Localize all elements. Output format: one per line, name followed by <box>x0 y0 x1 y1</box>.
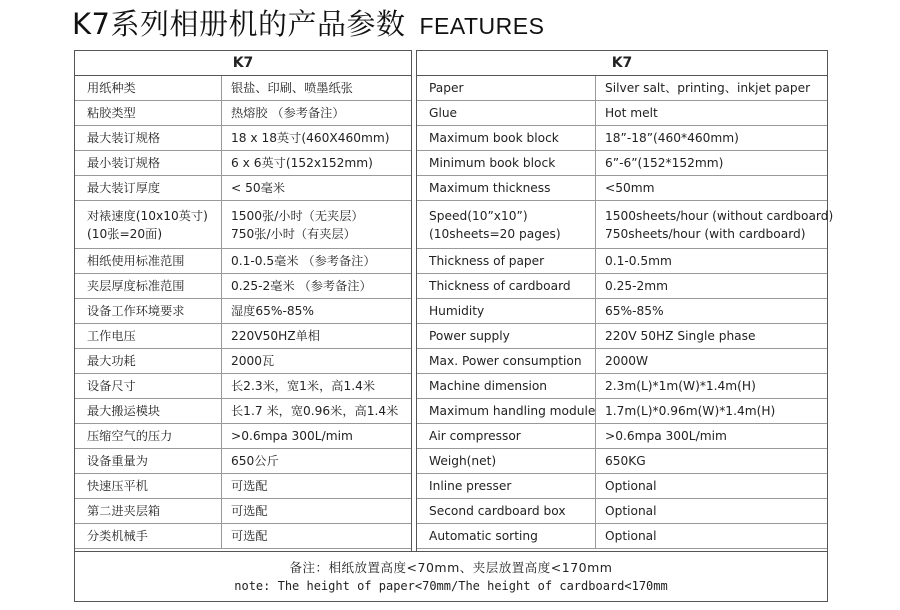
row-label-line: Power supply <box>429 329 510 343</box>
row-value <box>605 201 833 248</box>
row-label-line: Inline presser <box>429 479 512 493</box>
row-value <box>231 374 375 398</box>
table-row <box>75 201 411 249</box>
row-label <box>429 374 547 398</box>
row-value-line: 2000瓦 <box>231 354 275 368</box>
row-label <box>87 76 136 100</box>
column-divider <box>595 324 596 348</box>
table-row <box>75 126 411 151</box>
row-value <box>231 176 285 200</box>
row-value-line: Silver salt、printing、inkjet paper <box>605 81 811 95</box>
row-label <box>87 249 185 273</box>
column-divider <box>221 249 222 273</box>
row-value-line: < 50毫米 <box>231 181 285 195</box>
row-value-line: >0.6mpa 300L/mim <box>231 429 353 443</box>
row-value-line: 750张/小时（有夹层） <box>231 226 356 241</box>
column-divider <box>595 274 596 298</box>
row-value <box>605 499 657 523</box>
row-label <box>429 76 464 100</box>
row-value <box>231 126 389 150</box>
row-label <box>429 151 555 175</box>
column-divider <box>595 524 596 548</box>
column-divider <box>595 76 596 100</box>
table-row <box>417 374 827 399</box>
row-label <box>429 101 457 125</box>
row-value-line: 220V50HZ单相 <box>231 329 320 343</box>
column-divider <box>595 249 596 273</box>
row-value-line: 银盐、印刷、喷墨纸张 <box>231 81 353 95</box>
column-divider <box>595 151 596 175</box>
column-divider <box>595 424 596 448</box>
row-value <box>231 299 314 323</box>
column-divider <box>595 499 596 523</box>
row-label <box>429 324 510 348</box>
table-row <box>75 399 411 424</box>
table-row <box>75 499 411 524</box>
row-label-line: 最大装订厚度 <box>87 181 161 195</box>
row-label <box>429 274 571 298</box>
row-value-line: Optional <box>605 479 657 493</box>
row-label <box>429 474 511 498</box>
column-divider <box>595 474 596 498</box>
table-row <box>75 424 411 449</box>
row-label-line: 最大搬运模块 <box>87 404 161 418</box>
table-body <box>75 76 411 549</box>
row-value-line: 热熔胶 （参考备注） <box>231 106 345 120</box>
row-value <box>231 101 345 125</box>
row-value <box>231 249 376 273</box>
row-label <box>87 524 148 548</box>
row-value-line: 长2.3米，宽1米，高1.4米 <box>231 379 376 393</box>
table-row <box>75 101 411 126</box>
table-header: K7 <box>75 51 411 76</box>
row-value <box>605 151 723 175</box>
row-label-line: 对裱速度(10x10英寸) <box>87 208 208 223</box>
table-row <box>417 176 827 201</box>
row-label <box>429 126 559 150</box>
row-label <box>87 299 185 323</box>
row-value <box>605 349 648 373</box>
table-row <box>417 324 827 349</box>
column-divider <box>221 201 222 248</box>
row-value <box>605 274 668 298</box>
footnote <box>74 551 828 602</box>
row-label-line: (10sheets=20 pages) <box>429 226 561 241</box>
table-header: K7 <box>417 51 827 76</box>
row-value <box>231 524 268 548</box>
row-value <box>231 274 372 298</box>
row-value <box>231 449 279 473</box>
row-value-line: 0.25-2mm <box>605 279 669 293</box>
row-label-line: 第二进夹层箱 <box>87 504 161 518</box>
row-value-line: 6”-6”(152*152mm) <box>605 156 724 170</box>
row-label-line: 压缩空气的压力 <box>87 429 173 443</box>
row-value-line: 0.1-0.5mm <box>605 254 672 268</box>
row-value <box>605 524 657 548</box>
row-label <box>87 349 136 373</box>
row-value <box>605 399 775 423</box>
row-label <box>429 176 551 200</box>
row-value-line: Optional <box>605 529 657 543</box>
column-divider <box>595 176 596 200</box>
row-label-line: 用纸种类 <box>87 81 136 95</box>
row-value-line: 0.1-0.5毫米 （参考备注） <box>231 254 376 268</box>
table-row <box>75 151 411 176</box>
row-value <box>605 324 756 348</box>
row-label <box>429 499 566 523</box>
row-label-line: Machine dimension <box>429 379 548 393</box>
title-english: FEATURES <box>419 13 545 39</box>
row-value <box>605 299 664 323</box>
table-row <box>417 524 827 549</box>
row-label-line: Speed(10”x10”) <box>429 208 528 223</box>
column-divider <box>221 126 222 150</box>
row-value-line: 650KG <box>605 454 646 468</box>
row-label-line: Maximum handling module <box>429 404 596 418</box>
row-value <box>231 349 274 373</box>
row-value <box>231 399 398 423</box>
row-label-line: 夹层厚度标准范围 <box>87 279 185 293</box>
row-label <box>429 424 521 448</box>
row-value-line: 65%-85% <box>605 304 664 318</box>
column-divider <box>595 299 596 323</box>
table-row <box>417 201 834 249</box>
table-row <box>417 101 827 126</box>
row-label-line: 粘胶类型 <box>87 106 136 120</box>
row-value-line: 750sheets/hour (with cardboard) <box>605 226 806 241</box>
row-value <box>231 76 353 100</box>
row-value <box>605 374 756 398</box>
row-label-line: 最小装订规格 <box>87 156 161 170</box>
footnote-chinese: 备注：相纸放置高度<70mm、夹层放置高度<170mm <box>289 560 613 575</box>
row-label <box>87 101 136 125</box>
row-label <box>87 424 172 448</box>
table-row <box>75 374 411 399</box>
table-row <box>75 299 411 324</box>
spec-table-chinese <box>74 50 412 602</box>
row-label-line: (10张=20面) <box>87 226 163 241</box>
column-divider <box>595 201 596 248</box>
row-value-line: Optional <box>605 504 657 518</box>
row-label-line: Thickness of paper <box>429 254 545 268</box>
table-row <box>75 274 411 299</box>
column-divider <box>221 524 222 548</box>
row-value-line: 1.7m(L)*0.96m(W)*1.4m(H) <box>605 404 776 418</box>
row-label <box>429 524 538 548</box>
row-label-line: Air compressor <box>429 429 521 443</box>
column-divider <box>595 349 596 373</box>
table-row <box>75 524 411 549</box>
table-row <box>417 474 827 499</box>
table-row <box>75 249 411 274</box>
row-value-line: Hot melt <box>605 106 658 120</box>
page-title <box>72 4 544 44</box>
row-label <box>87 449 148 473</box>
row-value-line: 2.3m(L)*1m(W)*1.4m(H) <box>605 379 756 393</box>
row-label-line: Glue <box>429 106 458 120</box>
row-label-line: 快速压平机 <box>87 479 148 493</box>
column-divider <box>595 126 596 150</box>
column-divider <box>221 101 222 125</box>
column-divider <box>221 399 222 423</box>
row-label-line: 设备尺寸 <box>87 379 136 393</box>
row-label-line: Minimum book block <box>429 156 556 170</box>
table-row <box>75 176 411 201</box>
row-value <box>605 424 727 448</box>
row-label-line: Automatic sorting <box>429 529 538 543</box>
row-value-line: 650公斤 <box>231 454 279 468</box>
row-label-line: Second cardboard box <box>429 504 566 518</box>
table-row <box>417 424 827 449</box>
row-label-line: 设备重量为 <box>87 454 148 468</box>
row-value-line: 可选配 <box>231 479 268 493</box>
row-label <box>429 449 496 473</box>
row-label <box>87 126 160 150</box>
row-label-line: Paper <box>429 81 464 95</box>
row-value <box>605 449 646 473</box>
table-row <box>417 274 827 299</box>
column-divider <box>221 76 222 100</box>
row-value-line: 2000W <box>605 354 649 368</box>
row-label-line: 分类机械手 <box>87 529 148 543</box>
row-value <box>605 101 658 125</box>
table-row <box>75 449 411 474</box>
footnote-english: note: The height of paper<70mm/The height of cardboard<170mm <box>234 579 668 593</box>
row-label <box>87 399 160 423</box>
column-divider <box>221 151 222 175</box>
column-divider <box>221 274 222 298</box>
row-label <box>429 201 561 248</box>
row-label-line: 最大功耗 <box>87 354 136 368</box>
row-value-line: 6 x 6英寸(152x152mm) <box>231 156 373 170</box>
row-value <box>605 126 739 150</box>
row-value <box>605 176 654 200</box>
column-divider <box>221 499 222 523</box>
row-label-line: 工作电压 <box>87 329 136 343</box>
row-label-line: Humidity <box>429 304 485 318</box>
row-value-line: 湿度65%-85% <box>231 304 314 318</box>
column-divider <box>221 324 222 348</box>
row-label <box>429 399 595 423</box>
table-row <box>75 76 411 101</box>
title-chinese: K7系列相册机的产品参数 <box>72 7 406 41</box>
row-value <box>231 424 353 448</box>
row-label-line: 相纸使用标准范围 <box>87 254 185 268</box>
row-value-line: 可选配 <box>231 529 268 543</box>
row-value <box>231 151 373 175</box>
row-label <box>429 299 484 323</box>
table-row <box>417 399 827 424</box>
row-label <box>87 176 160 200</box>
row-value-line: 18 x 18英寸(460X460mm) <box>231 131 390 145</box>
row-label-line: Thickness of cardboard <box>429 279 571 293</box>
row-label-line: Maximum book block <box>429 131 559 145</box>
row-value-line: 0.25-2毫米 （参考备注） <box>231 279 372 293</box>
row-label <box>429 249 544 273</box>
table-row <box>75 474 411 499</box>
row-label-line: Weigh(net) <box>429 454 497 468</box>
row-value <box>605 76 810 100</box>
row-value-line: 220V 50HZ Single phase <box>605 329 756 343</box>
table-body <box>417 76 834 549</box>
row-value-line: 1500张/小时（无夹层） <box>231 208 364 223</box>
row-value <box>231 324 320 348</box>
column-divider <box>221 424 222 448</box>
spec-table-english <box>416 50 834 602</box>
row-value-line: 18”-18”(460*460mm) <box>605 131 739 145</box>
table-row <box>417 126 827 151</box>
table-row <box>417 499 827 524</box>
row-value-line: 1500sheets/hour (without cardboard) <box>605 208 834 223</box>
row-label <box>87 474 148 498</box>
row-label <box>87 499 160 523</box>
row-label-line: 最大装订规格 <box>87 131 161 145</box>
column-divider <box>221 474 222 498</box>
row-label <box>87 151 160 175</box>
row-label <box>87 274 185 298</box>
column-divider <box>595 101 596 125</box>
row-value-line: >0.6mpa 300L/mim <box>605 429 727 443</box>
row-value <box>605 474 657 498</box>
table-row <box>417 349 827 374</box>
column-divider <box>221 374 222 398</box>
row-label <box>87 324 136 348</box>
table-row <box>417 249 827 274</box>
column-divider <box>221 176 222 200</box>
row-value <box>231 201 364 248</box>
row-value-line: <50mm <box>605 181 655 195</box>
column-divider <box>595 374 596 398</box>
column-divider <box>595 449 596 473</box>
table-row <box>75 324 411 349</box>
row-label-line: Max. Power consumption <box>429 354 582 368</box>
row-label-line: Maximum thickness <box>429 181 551 195</box>
row-value <box>231 499 268 523</box>
row-label <box>429 349 582 373</box>
column-divider <box>221 449 222 473</box>
row-label-line: 设备工作环境要求 <box>87 304 185 318</box>
row-value-line: 长1.7 米，宽0.96米，高1.4米 <box>231 404 399 418</box>
table-row <box>417 76 827 101</box>
table-row <box>417 299 827 324</box>
row-value-line: 可选配 <box>231 504 268 518</box>
column-divider <box>595 399 596 423</box>
table-row <box>75 349 411 374</box>
table-row <box>417 151 827 176</box>
column-divider <box>221 349 222 373</box>
column-divider <box>221 299 222 323</box>
table-row <box>417 449 827 474</box>
row-label <box>87 374 136 398</box>
row-label <box>87 201 208 248</box>
row-value <box>605 249 672 273</box>
row-value <box>231 474 268 498</box>
